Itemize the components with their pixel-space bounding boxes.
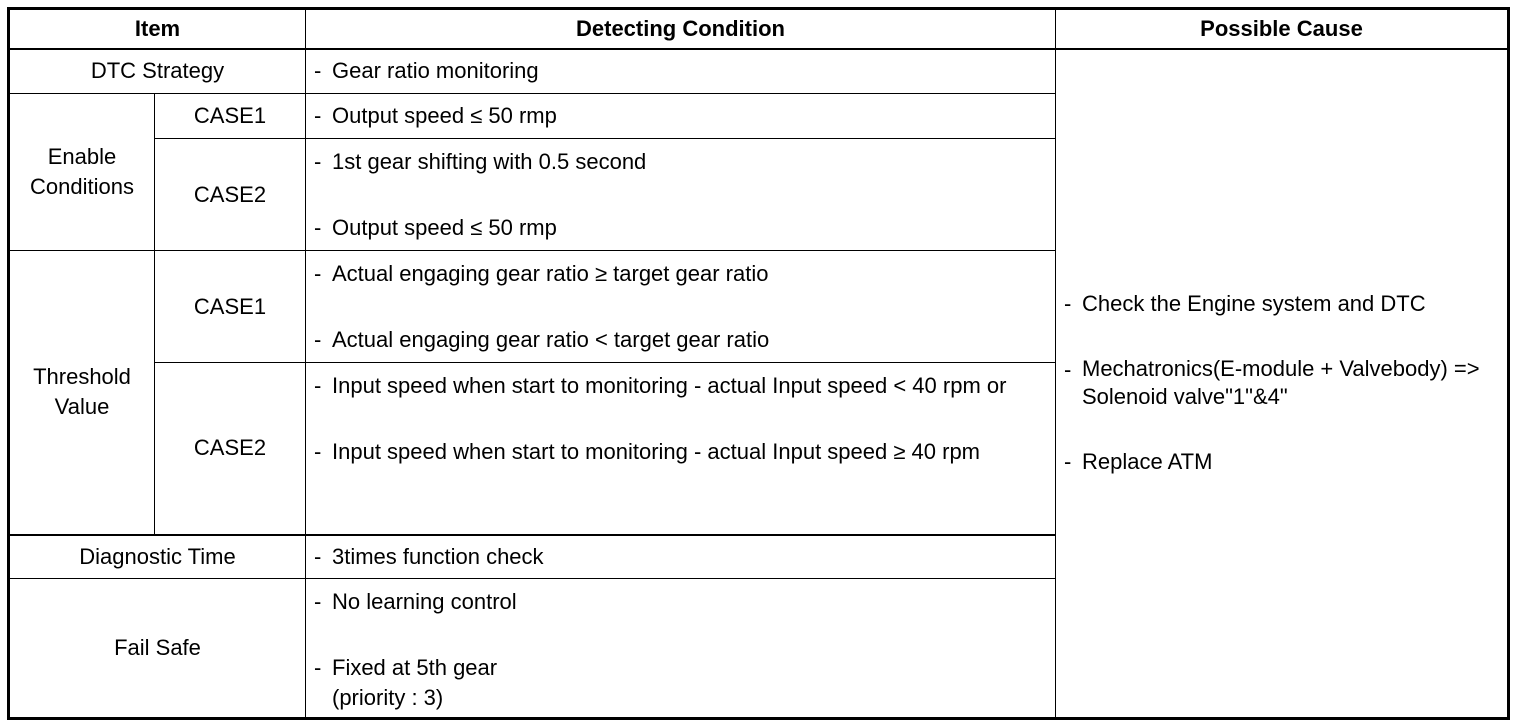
dash: - [1064,357,1072,383]
label-threshold-value [9,251,155,535]
list-item [314,101,1055,131]
condition-text: Actual engaging gear ratio ≥ target gear ratio [332,261,769,286]
possible-cause-list [1056,289,1507,477]
cond-fail-safe [306,579,1056,719]
dash: - [314,589,322,614]
condition-text: Fixed at 5th gear [332,655,498,680]
header-row [9,9,1509,49]
cause-item [1064,289,1503,319]
cause-item [1064,355,1503,411]
cause-text: Replace ATM [1082,449,1213,475]
condition-text: Output speed ≤ 50 rmp [332,215,557,240]
condition-text: 1st gear shifting with 0.5 second [332,149,647,174]
header-detecting-condition: Detecting Condition [306,9,1056,49]
dtc-table [7,7,1510,720]
dash: - [314,215,322,240]
header-possible-cause: Possible Cause [1056,9,1509,49]
list-item [314,325,1049,355]
dash: - [314,655,322,680]
list-item [314,587,1049,617]
condition-text: Input speed when start to monitoring - actual Input speed < 40 rpm or [332,373,1007,398]
list-item [314,56,1055,86]
label-enable-case1: CASE1 [155,94,306,139]
list-item [314,259,1049,289]
threshold-label-line1: Threshold [33,364,131,390]
condition-text: 3times function check [332,543,544,569]
dash: - [314,543,322,569]
enable-label-line2: Conditions [30,174,134,199]
condition-text: Actual engaging gear ratio < target gear ratio [332,327,770,352]
dash: - [314,439,322,464]
dash: - [314,149,322,174]
list-item [314,542,1055,572]
condition-text: No learning control [332,589,517,614]
list-item [314,147,1049,177]
condition-subtext: (priority : 3) [332,685,444,710]
list-item [314,653,1049,713]
dash: - [314,58,322,84]
dash: - [1064,291,1072,317]
dash: - [1064,449,1072,475]
label-dtc-strategy: DTC Strategy [9,49,306,94]
dash: - [314,103,322,128]
header-item: Item [9,9,306,49]
label-fail-safe: Fail Safe [9,579,306,719]
cause-item [1064,447,1503,477]
list-item [314,213,1049,243]
possible-cause-cell [1056,49,1509,719]
cause-text: Check the Engine system and DTC [1082,291,1426,317]
threshold-label-line2: Value [54,394,110,420]
cond-enable-case1 [306,94,1056,139]
cond-threshold-case1 [306,251,1056,363]
cond-threshold-case2 [306,363,1056,535]
cond-enable-case2 [306,139,1056,251]
label-diagnostic-time: Diagnostic Time [9,535,306,579]
cond-diagnostic-time [306,535,1056,579]
row-dtc-strategy [9,49,1509,94]
dash: - [314,327,322,352]
label-enable-case2: CASE2 [155,139,306,251]
condition-text: Gear ratio monitoring [332,58,539,84]
cause-text: Mechatronics(E-module + Valvebody) => Solenoid valve"1"&4" [1082,356,1480,410]
condition-text: Output speed ≤ 50 rmp [332,103,557,128]
dash: - [314,261,322,286]
list-item [314,437,1049,467]
cond-dtc-strategy [306,49,1056,94]
dash: - [314,373,322,398]
enable-label-line1: Enable [47,144,117,169]
label-threshold-case1: CASE1 [155,251,306,363]
label-threshold-case2: CASE2 [155,363,306,535]
condition-text: Input speed when start to monitoring - actual Input speed ≥ 40 rpm [332,439,981,464]
label-enable-conditions [9,94,155,251]
list-item [314,371,1049,401]
